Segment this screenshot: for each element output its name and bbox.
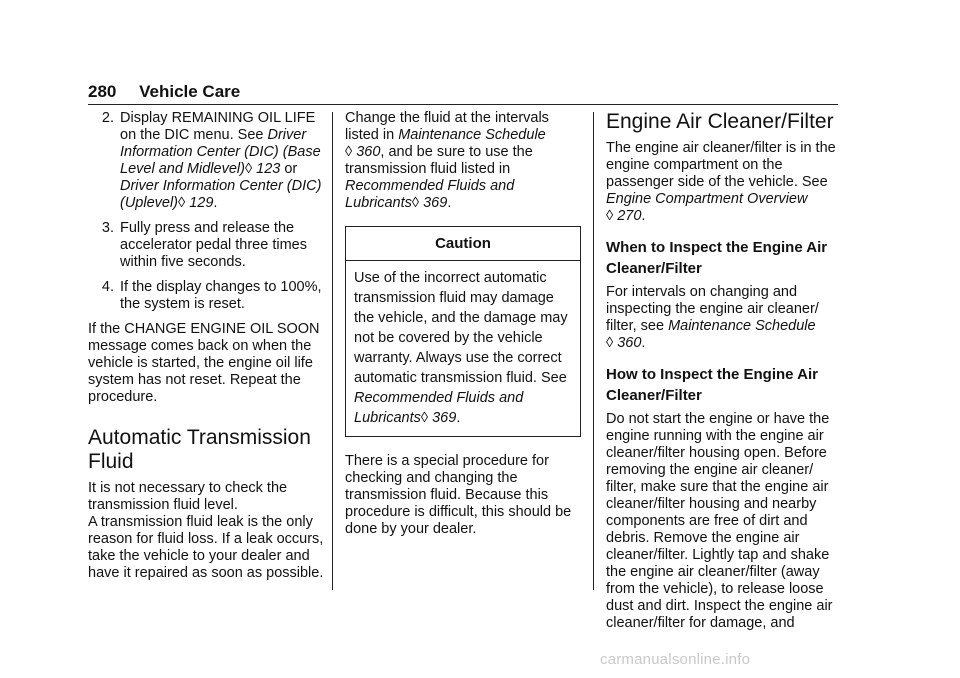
section-title: Vehicle Care <box>139 82 241 101</box>
cross-reference-link[interactable]: Maintenance Schedule <box>668 318 816 334</box>
list-text <box>120 110 328 212</box>
paragraph: It is not necessary to check the transmission fluid level. <box>88 480 288 513</box>
cross-reference-link[interactable]: Driver Information Center (DIC) (Base Level and Midlevel) <box>120 127 321 177</box>
caution-body <box>346 261 580 436</box>
column-1 <box>88 110 328 590</box>
paragraph: There is a special procedure for checking and changing the transmission fluid. Because this procedure is difficult, this should be done by your dealer. <box>345 453 572 537</box>
ref-symbol: ◊ <box>178 195 186 211</box>
text: For intervals on changing and inspecting the engine air cleaner/ filter, see <box>606 284 819 334</box>
cross-reference-link[interactable]: Recommended Fluids and Lubricants <box>354 390 524 426</box>
cross-reference-link[interactable]: Recommended Fluids and Lubricants <box>345 178 515 211</box>
paragraph: A transmission fluid leak is the only reason for fluid loss. If a leak occurs, take the vehicle to your dealer and have it repaired as soon as possible. <box>88 514 324 581</box>
page-ref[interactable]: 123 <box>252 161 281 177</box>
text: . <box>447 195 452 211</box>
cross-reference-link[interactable]: Driver Information Center (DIC) (Uplevel) <box>120 178 322 211</box>
paragraph: If the CHANGE ENGINE OIL SOON message comes back on when the vehicle is started, the engine oil life system has not reset. Repeat the procedure. <box>88 321 320 405</box>
caution-title: Caution <box>346 227 580 261</box>
list-item <box>88 110 328 212</box>
page-ref[interactable]: 360 <box>352 144 381 160</box>
paragraph: Do not start the engine or have the engine running with the engine air cleaner/filter housing open. Before removing the engine air cleaner/ filter, make sure that the engine air cleaner/filter housing and nearby components are free of dirt and debris. Remove the engine air cleaner/filter. Lightly tap and shake the engine air cleaner/filter (away from the vehicle), to release loose dust and dirt. Inspect the engine air cleaner/filter for damage, and <box>606 411 833 631</box>
list-text: Fully press and release the accelerator pedal three times within five seconds. <box>120 220 307 270</box>
cross-reference-link[interactable]: Engine Compartment Overview <box>606 191 808 207</box>
list-number: 2. <box>101 110 114 126</box>
list-item <box>88 220 328 271</box>
page-ref[interactable]: 369 <box>428 410 457 426</box>
text: , and be sure to use the transmission fluid listed in <box>345 144 533 177</box>
list-text: If the display changes to 100%, the system is reset. <box>120 279 322 312</box>
text: Display REMAINING OIL LIFE on the DIC menu. See <box>120 110 316 143</box>
ref-symbol: ◊ <box>244 161 253 177</box>
subsection-heading: When to Inspect the Engine Air Cleaner/Filter <box>606 239 828 277</box>
text: . <box>641 335 646 351</box>
text: . <box>641 208 646 224</box>
ref-symbol: ◊ <box>345 144 353 160</box>
caution-box <box>345 226 581 437</box>
page-ref[interactable]: 369 <box>419 195 448 211</box>
page-ref[interactable]: 129 <box>185 195 214 211</box>
page-ref[interactable]: 270 <box>613 208 642 224</box>
ref-symbol: ◊ <box>606 335 614 351</box>
column-3 <box>606 110 842 640</box>
text: Use of the incorrect automatic transmission fluid may damage the vehicle, and the damage may not be covered by the vehicle warranty. Always use the correct automatic transmission fluid. See <box>354 270 568 386</box>
ref-symbol: ◊ <box>420 410 429 426</box>
column-divider-2 <box>593 112 594 590</box>
list-number: 4. <box>101 279 114 295</box>
section-heading: Automatic Transmission Fluid <box>88 426 311 473</box>
column-2 <box>345 110 581 546</box>
page-header <box>88 82 240 102</box>
list-number: 3. <box>101 220 114 236</box>
paragraph <box>606 284 842 352</box>
cross-reference-link[interactable]: Maintenance Schedule <box>398 127 546 143</box>
paragraph <box>606 140 842 225</box>
ref-symbol: ◊ <box>606 208 614 224</box>
text: The engine air cleaner/filter is in the engine compartment on the passenger side of the vehicle. See <box>606 140 836 190</box>
page-ref[interactable]: 360 <box>613 335 642 351</box>
column-divider-1 <box>332 112 333 590</box>
text: . <box>213 195 218 211</box>
list-item <box>88 279 328 313</box>
text: . <box>456 410 461 426</box>
subsection-heading: How to Inspect the Engine Air Cleaner/Filter <box>606 366 818 404</box>
page-number: 280 <box>88 82 117 101</box>
section-heading: Engine Air Cleaner/Filter <box>606 110 834 133</box>
paragraph <box>345 110 581 212</box>
text: or <box>280 161 298 177</box>
ref-symbol: ◊ <box>411 195 420 211</box>
watermark: carmanualsonline.info <box>600 651 751 668</box>
header-rule <box>88 104 838 105</box>
text: Change the fluid at the intervals listed in <box>345 110 549 143</box>
